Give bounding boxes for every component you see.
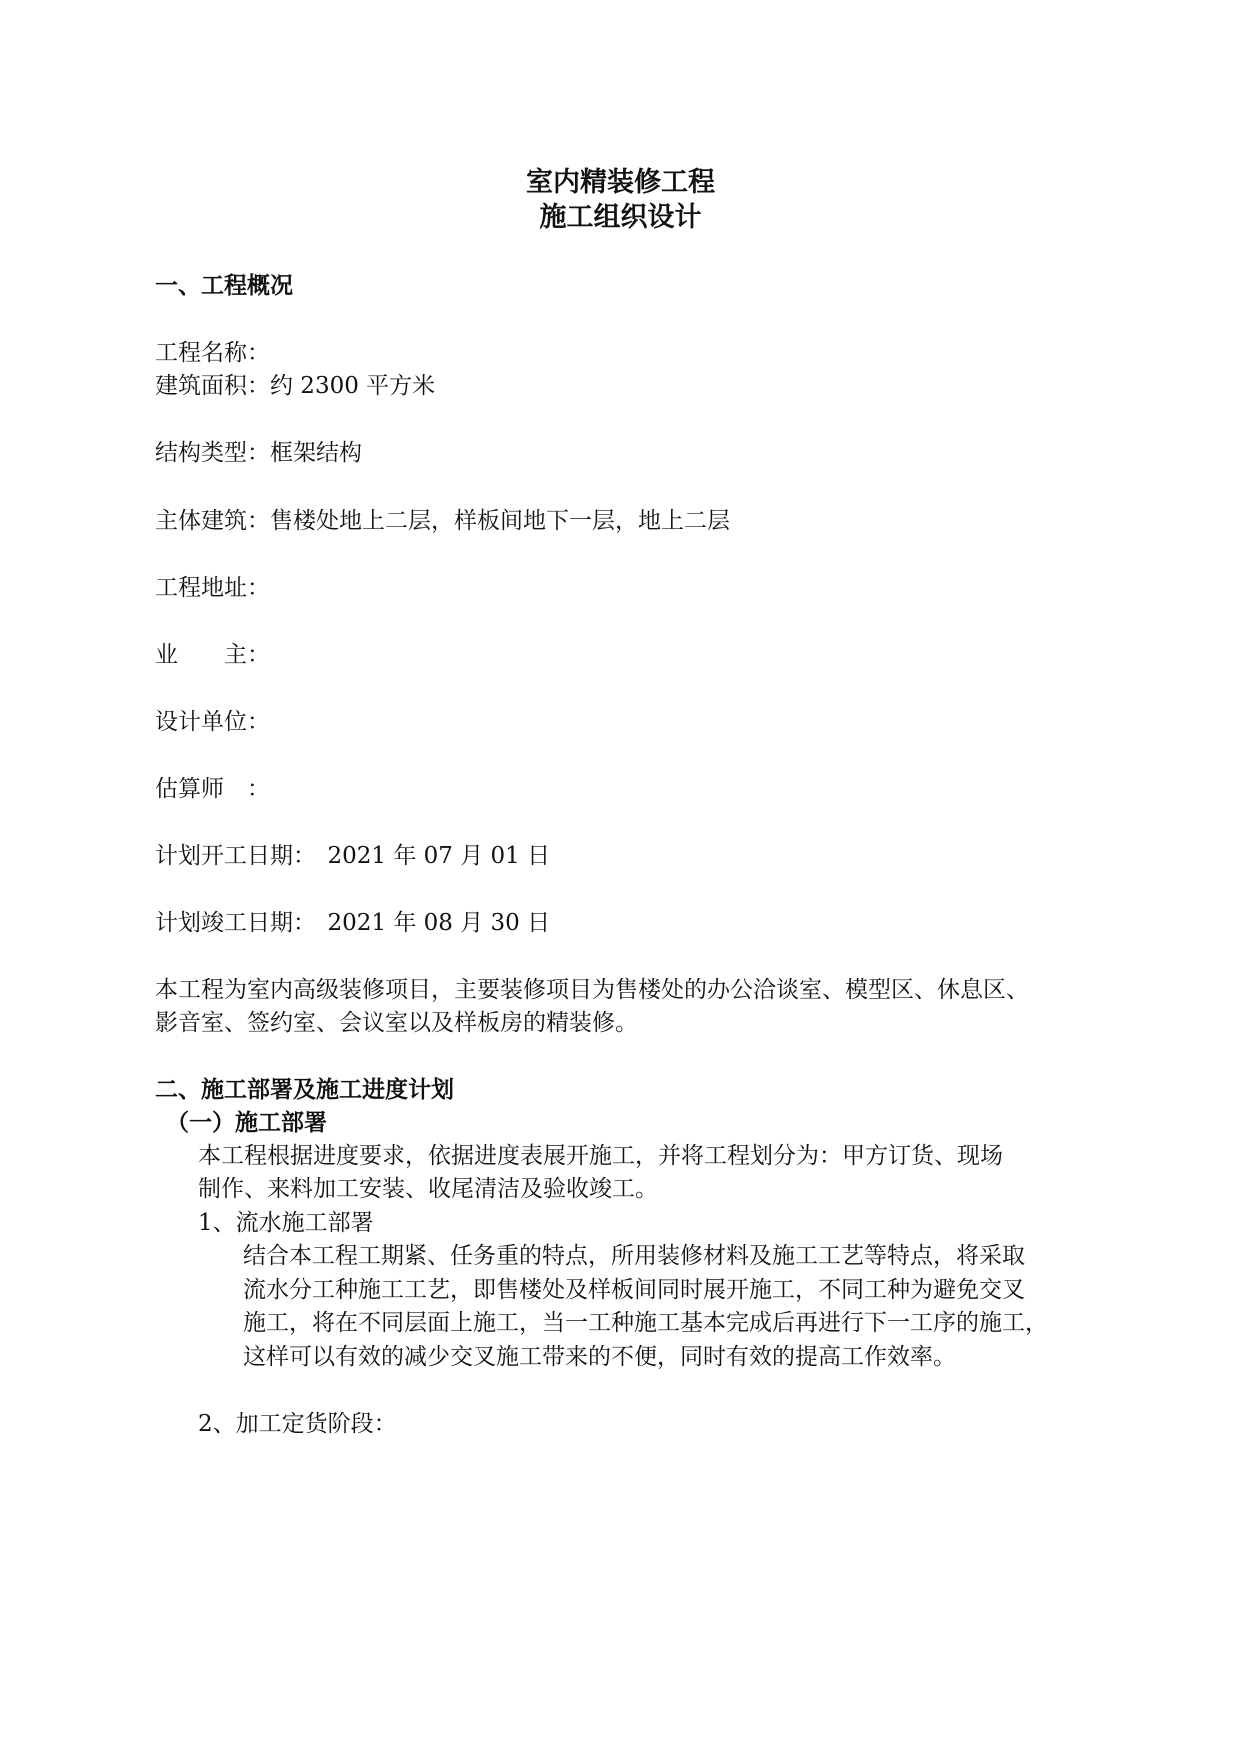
project-summary-line-1: 本工程为室内高级装修项目，主要装修项目为售楼处的办公洽谈室、模型区、休息区、 (155, 977, 1029, 1003)
deployment-paragraph-line-2: 制作、来料加工安装、收尾清洁及验收竣工。 (198, 1176, 658, 1202)
structure-type-field: 结构类型：框架结构 (155, 440, 362, 466)
project-summary-line-2: 影音室、签约室、会议室以及样板房的精装修。 (155, 1010, 638, 1036)
estimator-field: 估算师 ： (155, 776, 270, 802)
document-title-line-1: 室内精装修工程 (526, 167, 715, 198)
section-2-heading: 二、施工部署及施工进度计划 (155, 1076, 454, 1103)
project-name-field: 工程名称： (155, 340, 270, 366)
item-1-line-3: 施工，将在不同层面上施工，当一工种施工基本完成后再进行下一工序的施工， (243, 1310, 1048, 1336)
document-title-line-2: 施工组织设计 (539, 202, 702, 233)
item-1-line-4: 这样可以有效的减少交叉施工带来的不便，同时有效的提高工作效率。 (243, 1344, 956, 1370)
planned-completion-date-field: 计划竣工日期： 2021 年 08 月 30 日 (155, 910, 551, 936)
project-address-field: 工程地址： (155, 575, 270, 601)
design-unit-field: 设计单位： (155, 709, 270, 735)
owner-field: 业 主： (155, 642, 270, 668)
item-1-line-2: 流水分工种施工工艺，即售楼处及样板间同时展开施工，不同工种为避免交叉 (243, 1277, 1025, 1303)
item-1-heading: 1、流水施工部署 (198, 1210, 374, 1236)
planned-start-date-field: 计划开工日期： 2021 年 07 月 01 日 (155, 843, 551, 869)
building-area-field: 建筑面积：约 2300 平方米 (155, 373, 436, 399)
section-1-heading: 一、工程概况 (155, 272, 293, 299)
deployment-paragraph-line-1: 本工程根据进度要求，依据进度表展开施工，并将工程划分为：甲方订货、现场 (198, 1143, 1003, 1169)
item-1-line-1: 结合本工程工期紧、任务重的特点，所用装修材料及施工工艺等特点，将采取 (243, 1243, 1025, 1269)
item-2-heading: 2、加工定货阶段： (198, 1411, 397, 1437)
subsection-1-heading: （一）施工部署 (166, 1109, 327, 1136)
main-building-field: 主体建筑：售楼处地上二层，样板间地下一层，地上二层 (155, 508, 730, 534)
